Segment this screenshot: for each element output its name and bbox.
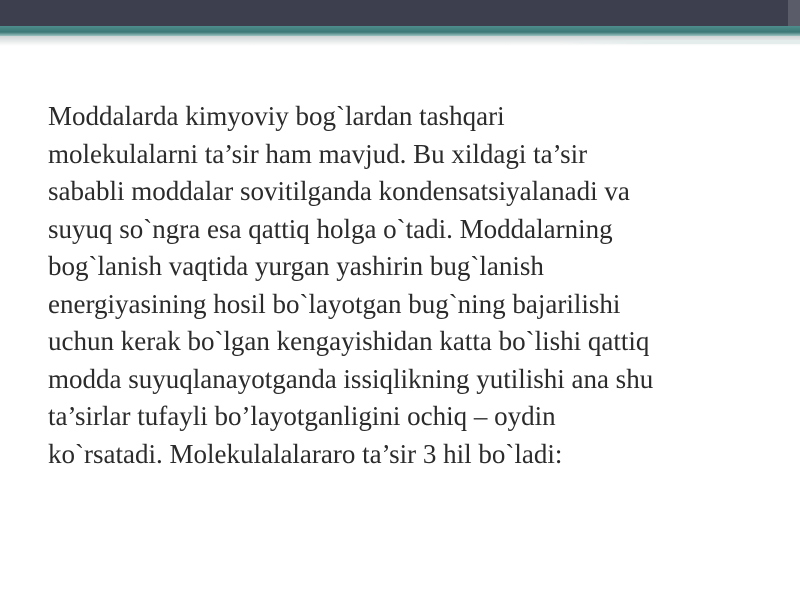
header-corner-stripe	[788, 0, 800, 26]
header-band	[0, 0, 800, 26]
body-paragraph: Moddalarda kimyoviy bog`lardan tashqari molekulalarni ta’sir ham mavjud. Bu xildagi ta’sir sababli moddalar sovitilganda kondensatsiyalanadi va suyuq so`ngra esa qattiq holga o`tadi. Moddalarning bog`lanish vaqtida yurgan yashirin bug`lanish energiyasining hosil bo`layotgan bug`ning bajarilishi uchun kerak bo`lgan kengayishidan katta bo`lishi qattiq modda suyuqlanayotganda issiqlikning yutilishi ana shu ta’sirlar tufayli bo’layotganligini ochiq – oydin ko`rsatadi. Molekulalalararo ta’sir 3 hil bo`ladi:	[48, 101, 654, 469]
accent-highlight	[560, 40, 800, 44]
accent-line	[0, 26, 800, 36]
